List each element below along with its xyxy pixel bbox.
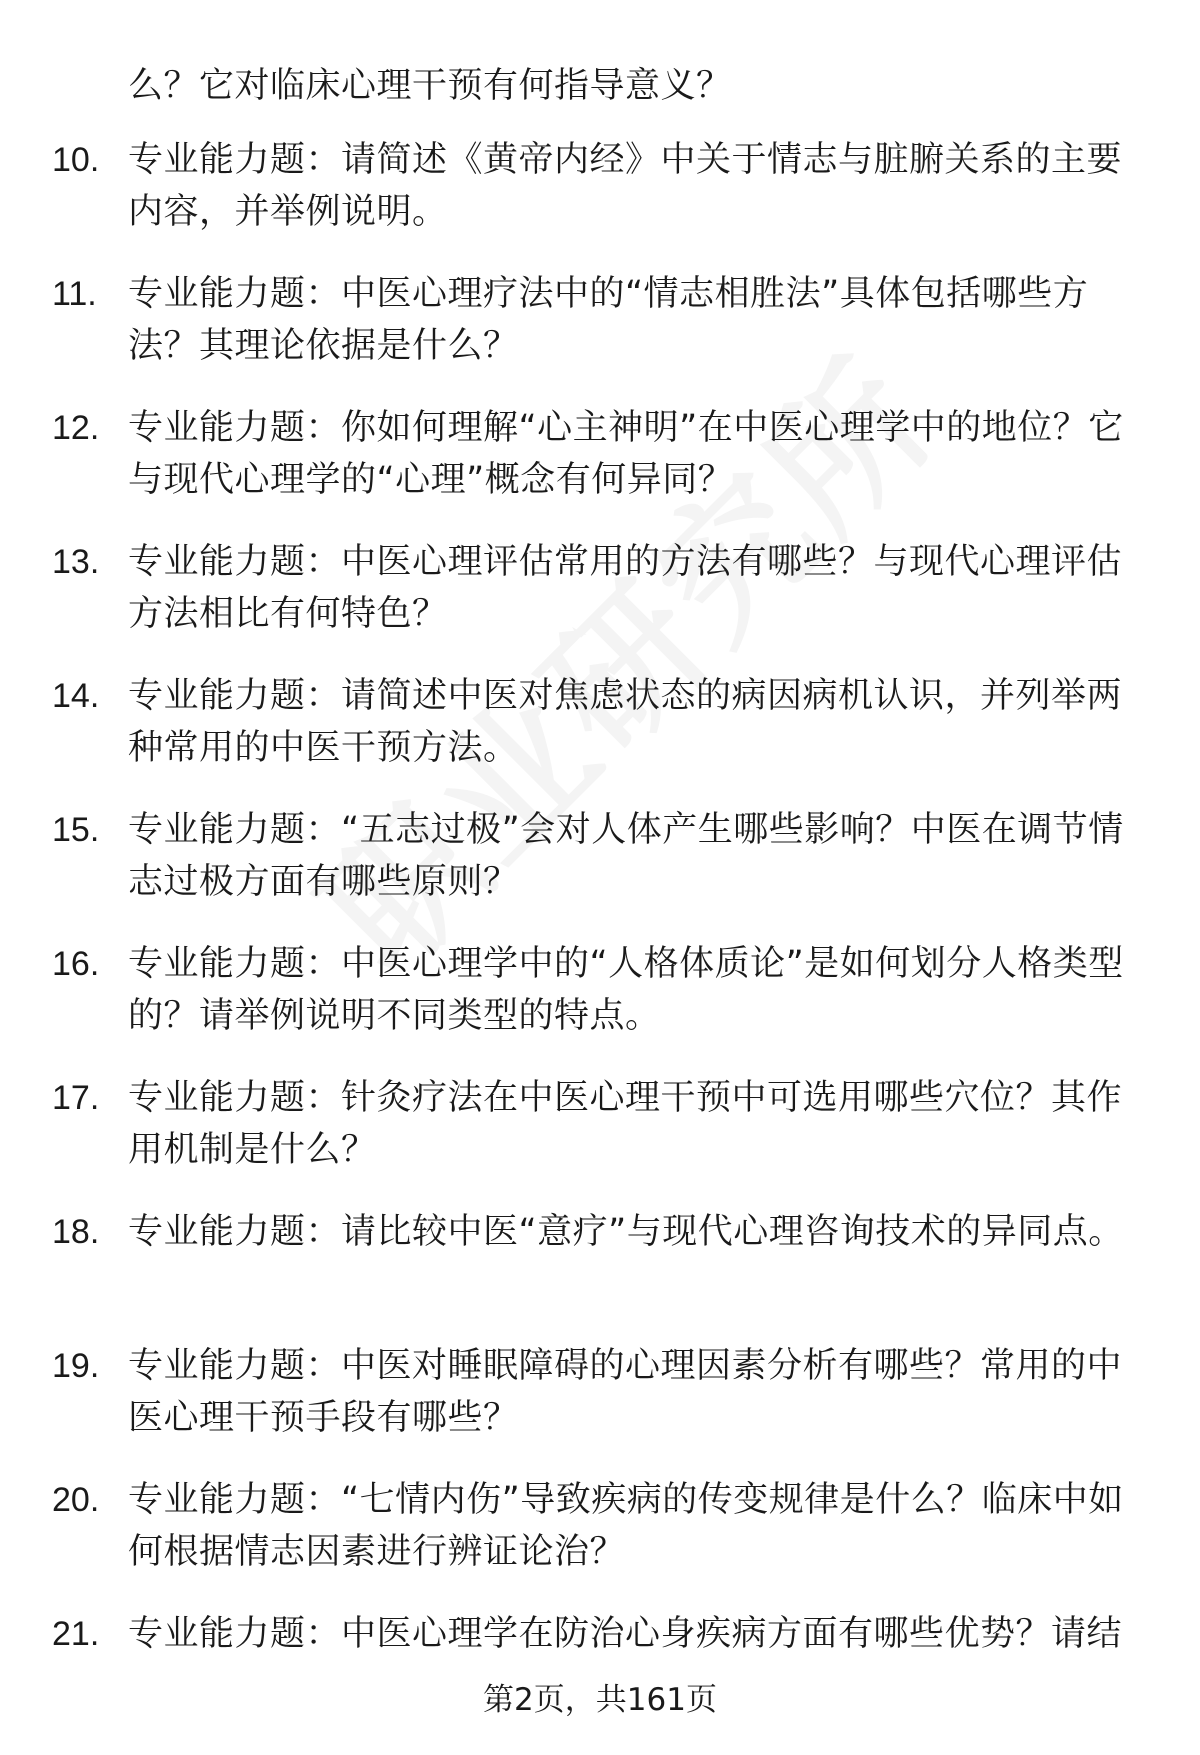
- item-number: 14.: [52, 677, 100, 715]
- list-item: [0, 1340, 1200, 1474]
- item-number: 21.: [52, 1615, 100, 1653]
- list-item: [0, 134, 1200, 268]
- question-text: 专业能力题：中医对睡眠障碍的心理因素分析有哪些？常用的中医心理干预手段有哪些？: [128, 1346, 1123, 1438]
- question-list: [0, 134, 1200, 1742]
- item-number: 10.: [52, 141, 100, 179]
- question-text: 专业能力题：“五志过极”会对人体产生哪些影响？中医在调节情志过极方面有哪些原则？: [128, 810, 1124, 902]
- item-number: 20.: [52, 1481, 100, 1519]
- item-number: 16.: [52, 945, 100, 983]
- list-item: [0, 536, 1200, 670]
- list-item: [0, 1072, 1200, 1206]
- item-number: 12.: [52, 409, 100, 447]
- list-item: [0, 268, 1200, 402]
- continuation-text: 么？它对临床心理干预有何指导意义？: [128, 66, 732, 106]
- question-text: 专业能力题：针灸疗法在中医心理干预中可选用哪些穴位？其作用机制是什么？: [128, 1078, 1123, 1170]
- question-text: 专业能力题：请简述《黄帝内经》中关于情志与脏腑关系的主要内容，并举例说明。: [128, 140, 1123, 232]
- question-text: 专业能力题：中医心理学中的“人格体质论”是如何划分人格类型的？请举例说明不同类型的特点。: [128, 944, 1124, 1036]
- list-item: [0, 804, 1200, 938]
- question-text: 专业能力题：你如何理解“心主神明”在中医心理学中的地位？它与现代心理学的“心理”概念有何异同？: [128, 408, 1124, 500]
- list-item: [0, 1206, 1200, 1340]
- question-text: 专业能力题：中医心理疗法中的“情志相胜法”具体包括哪些方法？其理论依据是什么？: [128, 274, 1089, 366]
- list-item: [0, 670, 1200, 804]
- question-text: 专业能力题：请简述中医对焦虑状态的病因病机认识，并列举两种常用的中医干预方法。: [128, 676, 1123, 768]
- item-number: 13.: [52, 543, 100, 581]
- list-item: [0, 938, 1200, 1072]
- list-item: [0, 1474, 1200, 1608]
- list-item: [0, 402, 1200, 536]
- item-number: 15.: [52, 811, 100, 849]
- page-footer: 第2页，共161页: [483, 1682, 717, 1718]
- item-number: 19.: [52, 1347, 100, 1385]
- question-text: 专业能力题：中医心理学在防治心身疾病方面有哪些优势？请结: [128, 1614, 1123, 1654]
- item-number: 11.: [52, 275, 97, 313]
- item-number: 18.: [52, 1213, 100, 1251]
- item-number: 17.: [52, 1079, 100, 1117]
- question-text: 专业能力题：中医心理评估常用的方法有哪些？与现代心理评估方法相比有何特色？: [128, 542, 1123, 634]
- question-text: 专业能力题：请比较中医“意疗”与现代心理咨询技术的异同点。: [128, 1212, 1124, 1252]
- question-text: 专业能力题：“七情内伤”导致疾病的传变规律是什么？临床中如何根据情志因素进行辨证论治？: [128, 1480, 1124, 1572]
